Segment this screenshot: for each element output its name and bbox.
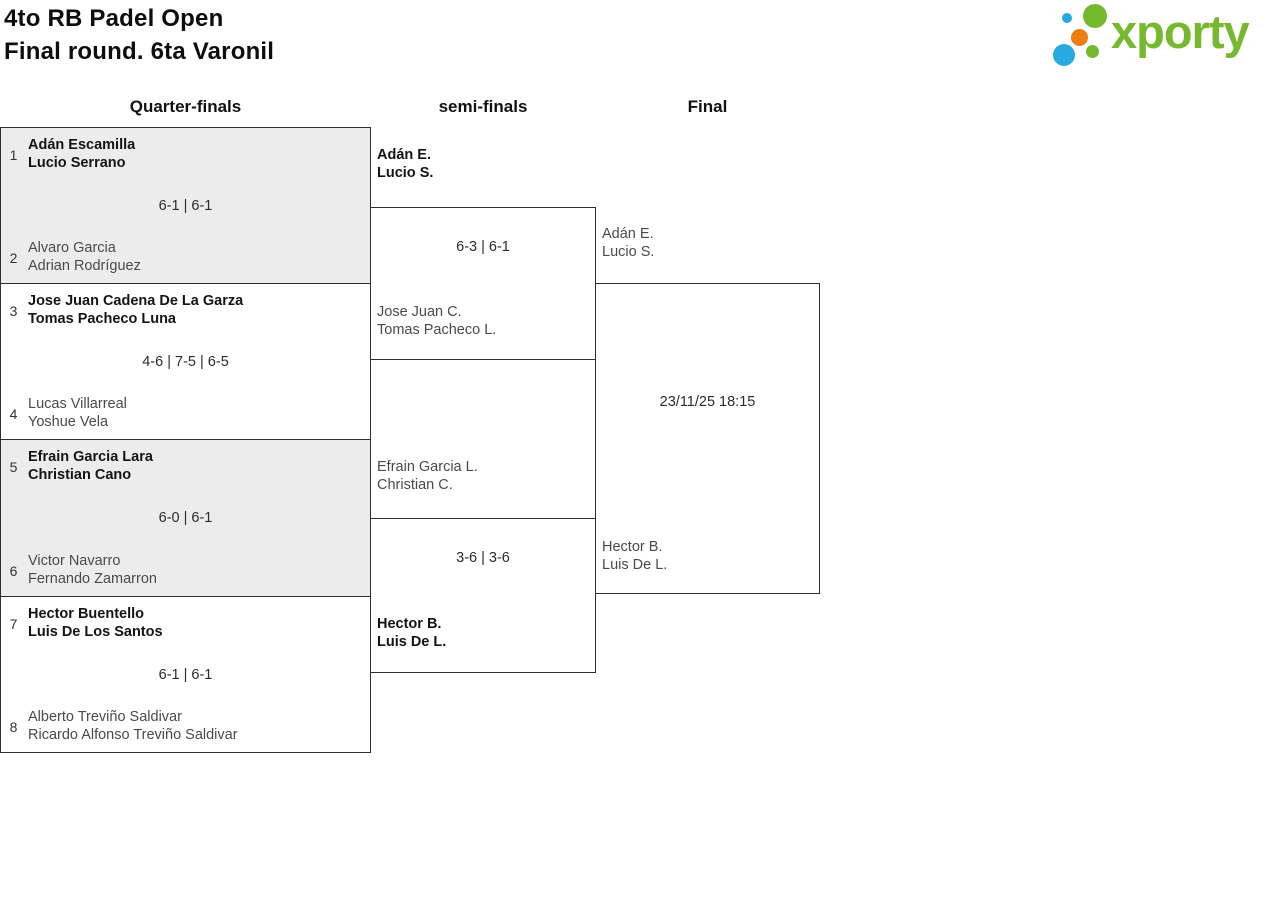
player-name: Christian Cano (28, 466, 132, 483)
player-name: Lucio S. (377, 164, 434, 181)
player-name: Jose Juan C. (377, 304, 462, 320)
player-name: Hector Buentello (28, 606, 145, 622)
seed-number: 6 (9, 562, 18, 579)
page-title (4, 2, 274, 68)
match-score: 3-6 | 3-6 (456, 550, 510, 566)
logo-dot-icon (1053, 44, 1075, 66)
column-header-semifinals: semi-finals (438, 97, 528, 116)
player-name: Efrain Garcia Lara (28, 449, 153, 465)
logo-dot-icon (1062, 13, 1072, 23)
logo-dot-icon (1086, 45, 1099, 58)
player-name: Adrian Rodríguez (28, 257, 141, 274)
player-name: Jose Juan Cadena De La Garza (28, 293, 244, 309)
player-name: Hector B. (602, 539, 663, 555)
column-header-quarterfinals: Quarter-finals (129, 97, 242, 116)
team-pair (377, 304, 496, 339)
player-name: Fernando Zamarron (28, 570, 157, 587)
player-name: Efrain Garcia L. (377, 459, 478, 475)
player-name: Hector B. (377, 616, 442, 632)
quarterfinal-match-4[interactable] (0, 596, 371, 753)
player-name: Adán Escamilla (28, 137, 136, 153)
seed-number: 8 (9, 718, 18, 735)
team-pair (602, 226, 654, 261)
team-pair (377, 147, 433, 182)
team-pair (377, 459, 478, 494)
match-schedule: 23/11/25 18:15 (659, 394, 756, 410)
tournament-name: 4to RB Padel Open (4, 5, 224, 32)
player-name: Alvaro Garcia (28, 240, 116, 256)
logo-dot-icon (1071, 29, 1088, 46)
player-name: Alberto Treviño Saldivar (28, 709, 182, 725)
player-name: Tomas Pacheco L. (377, 321, 497, 338)
logo-dot-icon (1083, 4, 1107, 28)
team-pair (28, 553, 157, 588)
team-pair (377, 616, 446, 651)
team-pair (28, 449, 153, 484)
seed-number: 7 (9, 615, 18, 632)
quarterfinal-match-2[interactable] (0, 283, 371, 440)
round-category-subtitle: Final round. 6ta Varonil (4, 38, 275, 65)
team-pair (28, 137, 135, 172)
team-pair (602, 539, 667, 574)
player-name: Victor Navarro (28, 553, 121, 569)
match-score: 4-6 | 7-5 | 6-5 (142, 354, 229, 370)
team-pair (28, 396, 127, 431)
player-name: Luis De L. (602, 556, 668, 573)
match-score: 6-3 | 6-1 (456, 239, 510, 255)
player-name: Lucio Serrano (28, 154, 126, 171)
seed-number: 4 (9, 405, 18, 422)
player-name: Lucas Villarreal (28, 396, 127, 412)
team-pair (28, 240, 141, 275)
seed-number: 3 (9, 302, 18, 319)
quarterfinal-match-3[interactable] (0, 439, 371, 597)
quarterfinal-match-1[interactable] (0, 127, 371, 284)
team-pair (28, 709, 238, 744)
player-name: Yoshue Vela (28, 413, 109, 430)
seed-number: 5 (9, 458, 18, 475)
seed-number: 1 (9, 146, 18, 163)
logo-wordmark: xporty (1111, 5, 1249, 58)
team-pair (28, 293, 243, 328)
match-score: 6-0 | 6-1 (158, 510, 213, 526)
player-name: Lucio S. (602, 243, 655, 260)
team-pair (28, 606, 163, 641)
player-name: Adán E. (602, 226, 654, 242)
xporty-logo[interactable] (1045, 2, 1277, 74)
player-name: Christian C. (377, 476, 453, 493)
match-score: 6-1 | 6-1 (158, 667, 213, 683)
match-score: 6-1 | 6-1 (158, 198, 213, 214)
seed-number: 2 (9, 249, 18, 266)
player-name: Luis De Los Santos (28, 623, 163, 640)
player-name: Adán E. (377, 147, 431, 163)
column-header-final: Final (687, 97, 728, 116)
player-name: Tomas Pacheco Luna (28, 310, 176, 327)
player-name: Luis De L. (377, 633, 447, 650)
player-name: Ricardo Alfonso Treviño Saldivar (28, 726, 238, 743)
